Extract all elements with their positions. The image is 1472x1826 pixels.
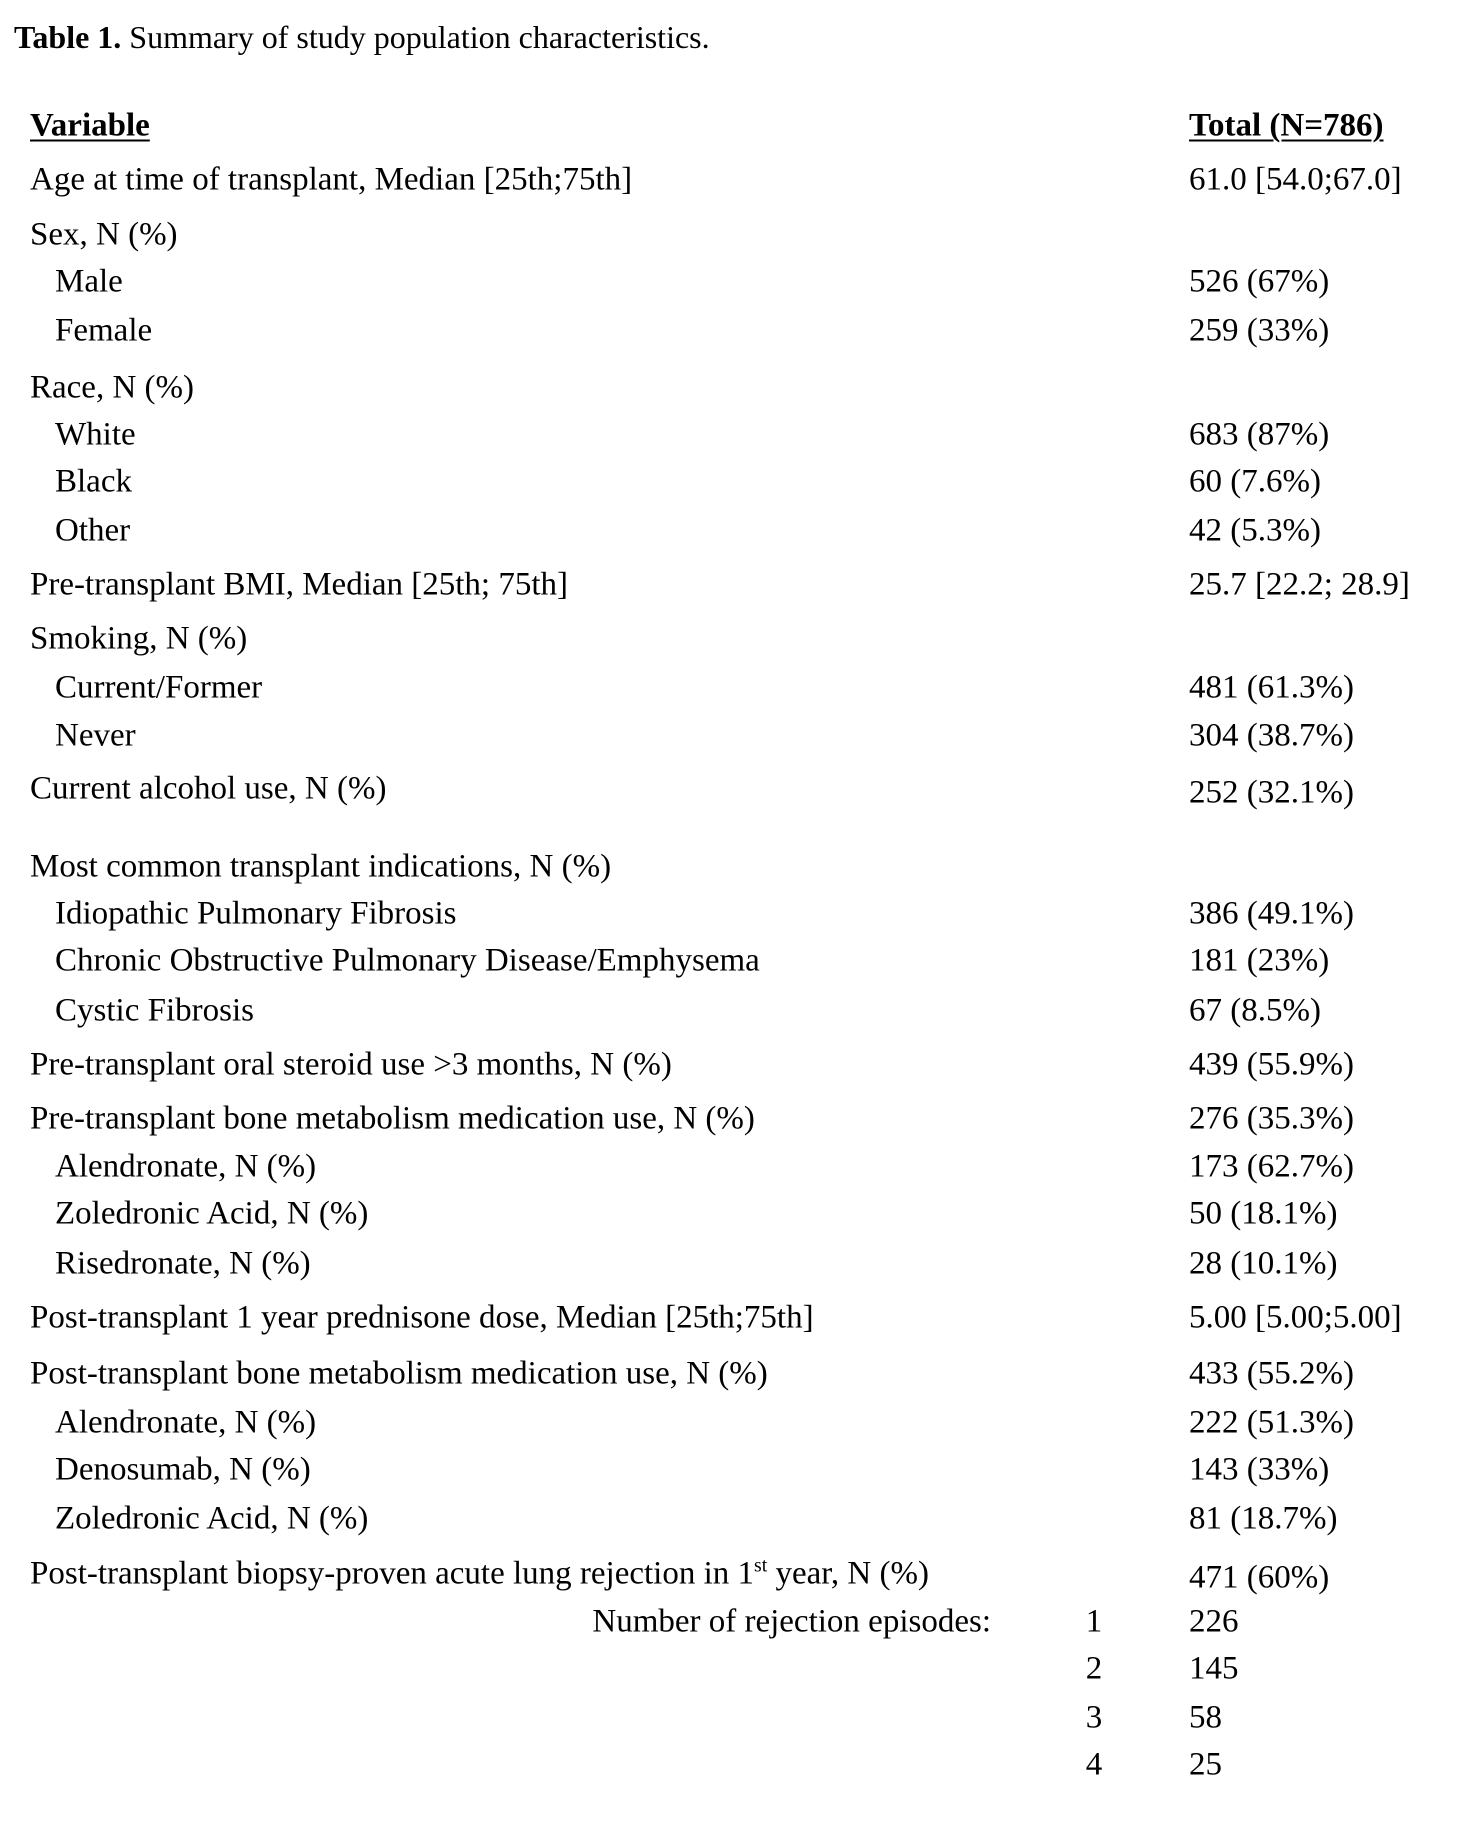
row-value: 386 (49.1%)	[1189, 895, 1354, 932]
row-value: 81 (18.7%)	[1189, 1500, 1338, 1537]
row-label: Most common transplant indications, N (%)	[30, 848, 612, 885]
label-part: year, N (%)	[767, 1555, 929, 1592]
row-label: Alendronate, N (%)	[55, 1404, 317, 1441]
row-label: Pre-transplant oral steroid use >3 months, N (%)	[30, 1046, 672, 1083]
row-label: Never	[55, 717, 136, 754]
row-label: Post-transplant bone metabolism medication use, N (%)	[30, 1355, 768, 1392]
row-label: Sex, N (%)	[30, 216, 178, 253]
header-variable: Variable	[30, 107, 150, 144]
label-superscript: st	[754, 1554, 768, 1577]
episode-number: 4	[1085, 1746, 1103, 1783]
row-label: Race, N (%)	[30, 369, 195, 406]
row-label: Black	[55, 463, 132, 500]
row-value: 28 (10.1%)	[1189, 1245, 1338, 1282]
table-title	[14, 21, 710, 53]
episode-count: 25	[1189, 1746, 1222, 1783]
row-value: 439 (55.9%)	[1189, 1046, 1354, 1083]
row-value: 25.7 [22.2; 28.9]	[1189, 566, 1410, 603]
episode-count: 226	[1189, 1603, 1239, 1640]
row-label: Zoledronic Acid, N (%)	[55, 1500, 369, 1537]
header-total: Total (N=786)	[1189, 107, 1384, 144]
row-label: Chronic Obstructive Pulmonary Disease/Emphysema	[55, 942, 760, 979]
row-label: Pre-transplant BMI, Median [25th; 75th]	[30, 566, 568, 603]
label-part: Post-transplant biopsy-proven acute lung rejection in 1	[30, 1555, 755, 1592]
row-label: Other	[55, 512, 131, 549]
episode-count: 145	[1189, 1650, 1239, 1687]
row-label: Female	[55, 312, 153, 349]
row-label: Cystic Fibrosis	[55, 992, 254, 1029]
row-label	[30, 1554, 929, 1592]
episode-number: 2	[1085, 1650, 1103, 1687]
row-value: 181 (23%)	[1189, 942, 1330, 979]
row-label: Pre-transplant bone metabolism medication use, N (%)	[30, 1100, 755, 1137]
row-value: 50 (18.1%)	[1189, 1195, 1338, 1232]
row-label: Zoledronic Acid, N (%)	[55, 1195, 369, 1232]
row-value: 304 (38.7%)	[1189, 717, 1354, 754]
row-value: 526 (67%)	[1189, 263, 1330, 300]
row-label: Current alcohol use, N (%)	[30, 770, 387, 807]
row-value: 67 (8.5%)	[1189, 992, 1321, 1029]
row-value: 173 (62.7%)	[1189, 1148, 1354, 1185]
row-label: Current/Former	[55, 669, 263, 706]
row-value: 683 (87%)	[1189, 416, 1330, 453]
row-value: 61.0 [54.0;67.0]	[1189, 161, 1402, 198]
episode-number: 1	[1085, 1603, 1103, 1640]
row-label: Male	[55, 263, 123, 300]
row-value: 471 (60%)	[1189, 1559, 1330, 1596]
row-label: Idiopathic Pulmonary Fibrosis	[55, 895, 457, 932]
row-label: Alendronate, N (%)	[55, 1148, 317, 1185]
row-value: 5.00 [5.00;5.00]	[1189, 1299, 1402, 1336]
row-value: 143 (33%)	[1189, 1451, 1330, 1488]
row-label: Risedronate, N (%)	[55, 1245, 311, 1282]
episodes-label: Number of rejection episodes:	[592, 1603, 991, 1640]
row-label: Post-transplant 1 year prednisone dose, Median [25th;75th]	[30, 1299, 814, 1336]
row-value: 481 (61.3%)	[1189, 669, 1354, 706]
row-label: Smoking, N (%)	[30, 620, 248, 657]
row-label: Age at time of transplant, Median [25th;75th]	[30, 161, 633, 198]
table-caption: Summary of study population characteristics.	[121, 19, 710, 55]
episode-count: 58	[1189, 1699, 1222, 1736]
row-value: 276 (35.3%)	[1189, 1100, 1354, 1137]
row-value: 60 (7.6%)	[1189, 463, 1321, 500]
row-label: White	[55, 416, 136, 453]
row-value: 252 (32.1%)	[1189, 774, 1354, 811]
row-value: 222 (51.3%)	[1189, 1404, 1354, 1441]
row-label: Denosumab, N (%)	[55, 1451, 311, 1488]
episode-number: 3	[1085, 1699, 1103, 1736]
row-value: 259 (33%)	[1189, 312, 1330, 349]
row-value: 42 (5.3%)	[1189, 512, 1321, 549]
table-number: Table 1.	[14, 19, 122, 55]
row-value: 433 (55.2%)	[1189, 1355, 1354, 1392]
